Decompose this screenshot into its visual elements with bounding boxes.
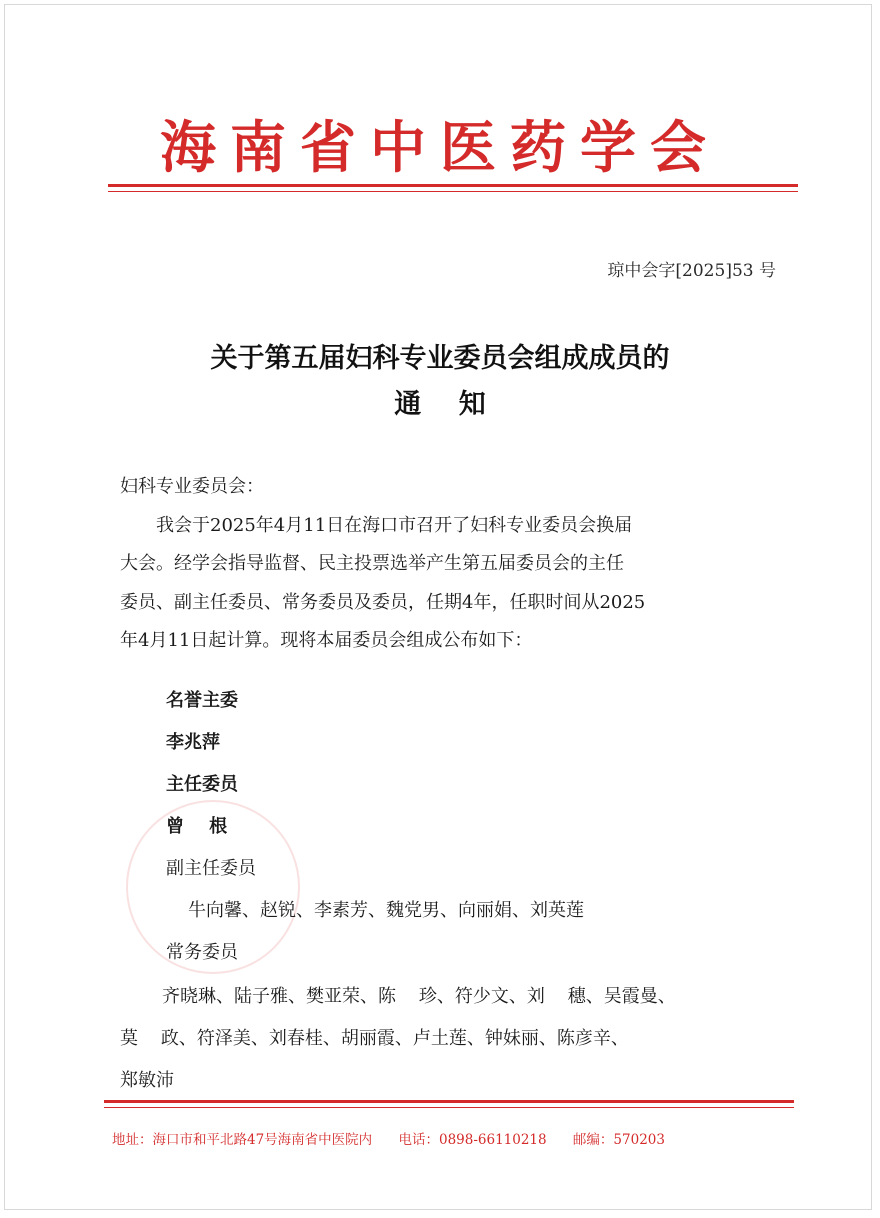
standing-members-line: 莫 政、符泽美、刘春桂、胡丽霞、卢土莲、钟妹丽、陈彦辛、: [120, 1028, 629, 1049]
standing-members-line: 郑敏沛: [120, 1070, 174, 1091]
vice-chair-heading: 副主任委员: [166, 858, 256, 879]
footer-contact: [112, 1128, 792, 1148]
chair-heading: 主任委员: [166, 774, 238, 795]
footer-address: 地址：海口市和平北路47号海南省中医院内: [112, 1132, 373, 1148]
standing-members-heading: 常务委员: [166, 942, 238, 963]
paragraph-line: 年4月11日起计算。现将本届委员会组成公布如下：: [120, 630, 533, 651]
footer-rule-top: [104, 1100, 794, 1103]
chair-names: 曾 根: [166, 816, 228, 837]
title-line-1: 关于第五届妇科专业委员会组成成员的: [210, 343, 670, 374]
vice-chair-names: 牛向馨、赵锐、李素芳、魏党男、向丽娟、刘英莲: [188, 900, 584, 921]
document-number: 琼中会字[2025]53 号: [607, 261, 776, 281]
letterhead-rule-bottom: [108, 191, 798, 192]
standing-members-line: 齐晓琳、陆子雅、樊亚荣、陈 珍、符少文、刘 穗、吴霞曼、: [162, 986, 676, 1007]
footer-postcode: 邮编：570203: [572, 1132, 665, 1148]
letterhead-org-name: 海南省中医药学会: [160, 115, 720, 181]
footer-rule-bottom: [104, 1107, 794, 1108]
honorary-chair-names: 李兆萍: [166, 732, 220, 753]
footer-phone: 电话：0898-66110218: [398, 1132, 547, 1148]
paragraph-line: 我会于2025年4月11日在海口市召开了妇科专业委员会换届: [156, 514, 633, 536]
notice-body: [120, 468, 780, 661]
honorary-chair-heading: 名誉主委: [166, 690, 238, 711]
title-line-2: 通 知: [394, 389, 486, 420]
paragraph-line: 委员、副主任委员、常务委员及委员，任期4年，任职时间从2025: [120, 591, 646, 613]
paragraph-line: 大会。经学会指导监督、民主投票选举产生第五届委员会的主任: [120, 553, 624, 574]
letterhead-rule-top: [108, 184, 798, 187]
salutation: 妇科专业委员会：: [120, 476, 264, 497]
